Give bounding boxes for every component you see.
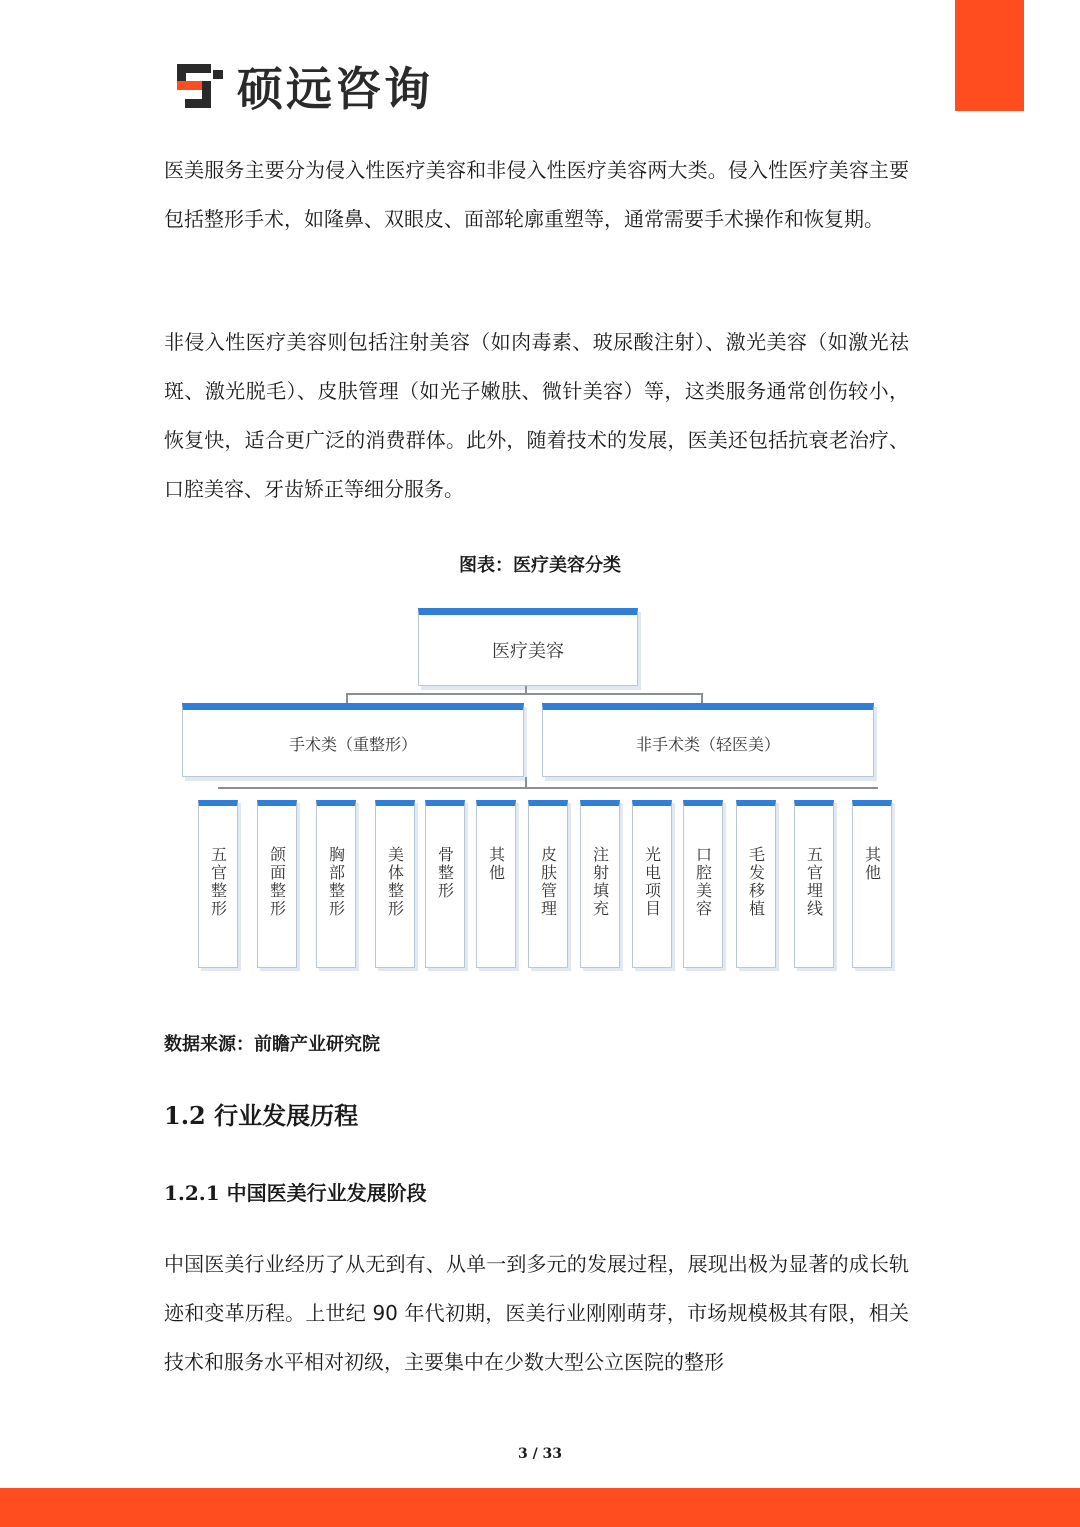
paragraph-intro: 医美服务主要分为侵入性医疗美容和非侵入性医疗美容两大类。侵入性医疗美容主要包括整形手术，如隆鼻、双眼皮、面部轮廓重塑等，通常需要手术操作和恢复期。 <box>164 158 909 231</box>
connector-left <box>346 693 348 703</box>
classification-diagram <box>180 605 920 980</box>
leaf-node: 美体整形 <box>375 800 415 968</box>
connector-right <box>701 693 703 703</box>
diagram-root-node <box>418 608 638 686</box>
footer-accent-bar <box>0 1488 1080 1527</box>
brand-logo-mark-icon <box>175 62 227 110</box>
leaf-node: 皮肤管理 <box>528 800 568 968</box>
branch-surgical-label: 手术类（重整形） <box>288 734 417 754</box>
leaf-node: 五官埋线 <box>794 800 834 968</box>
connector-root <box>525 686 527 693</box>
figure-source: 数据来源：前瞻产业研究院 <box>164 1034 380 1055</box>
corner-accent-tab <box>955 0 1024 111</box>
subsection-heading: 1.2.1 中国医美行业发展阶段 <box>164 1181 427 1205</box>
page-number: 3 / 33 <box>517 1446 563 1462</box>
section-heading: 1.2 行业发展历程 <box>164 1101 359 1130</box>
leaf-node: 注射填充 <box>580 800 620 968</box>
leaf-node: 其他 <box>852 800 892 968</box>
leaf-node: 胸部整形 <box>316 800 356 968</box>
brand-logo <box>175 58 433 114</box>
leaf-node: 毛发移植 <box>736 800 776 968</box>
paragraph-noninvasive: 非侵入性医疗美容则包括注射美容（如肉毒素、玻尿酸注射）、激光美容（如激光祛斑、激光脱毛）、皮肤管理（如光子嫩肤、微针美容）等，这类服务通常创伤较小，恢复快，适合更广泛的消费群体。此外，随着技术的发展，医美还包括抗衰老治疗、口腔美容、牙齿矫正等细分服务。 <box>164 330 909 501</box>
connector-horizontal-bottom <box>218 787 878 789</box>
leaf-node: 五官整形 <box>198 800 238 968</box>
leaf-node: 光电项目 <box>632 800 672 968</box>
root-label: 医疗美容 <box>492 641 564 662</box>
paragraph-history: 中国医美行业经历了从无到有、从单一到多元的发展过程，展现出极为显著的成长轨迹和变革历程。上世纪 90 年代初期，医美行业刚刚萌芽，市场规模极其有限，相关技术和服务水平相对初级，主要集中在少数大型公立医院的整形 <box>164 1252 909 1374</box>
leaf-node: 骨整形 <box>425 800 465 968</box>
leaf-node: 其他 <box>476 800 516 968</box>
branch-nonsurgical-label: 非手术类（轻医美） <box>635 734 780 754</box>
brand-name: 硕远咨询 <box>237 62 433 116</box>
leaf-node: 口腔美容 <box>683 800 723 968</box>
branch-surgical <box>182 703 524 777</box>
leaf-node: 颌面整形 <box>257 800 297 968</box>
branch-nonsurgical <box>542 703 874 777</box>
figure-title: 图表：医疗美容分类 <box>459 555 621 576</box>
connector-mid <box>525 777 527 787</box>
connector-horizontal-top <box>346 693 702 695</box>
